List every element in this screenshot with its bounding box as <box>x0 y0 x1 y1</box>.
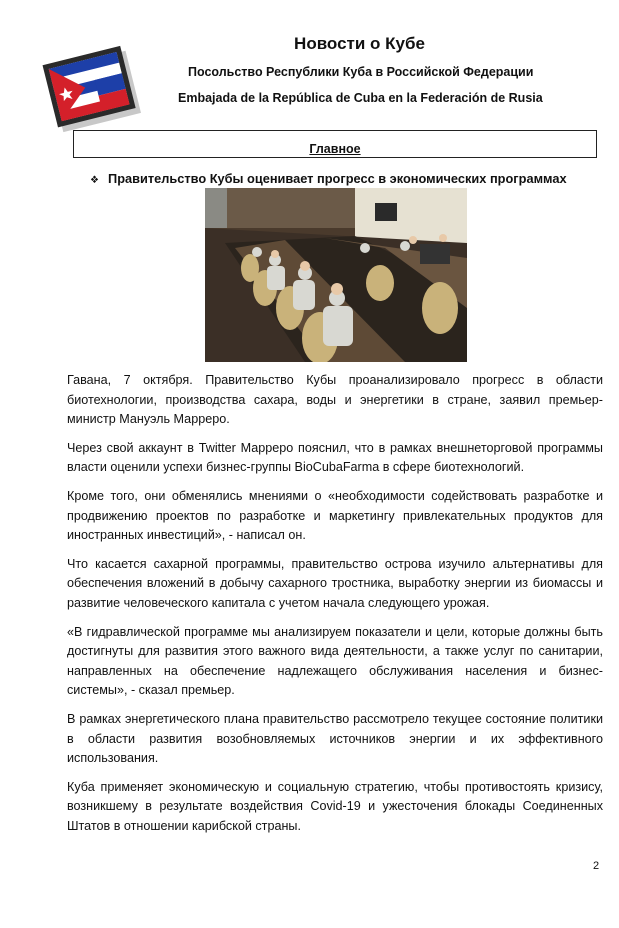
section-header-box <box>73 130 597 158</box>
embassy-name-spanish: Embajada de la República de Cuba en la Federación de Rusia <box>178 91 543 105</box>
article-paragraph: В рамках энергетического плана правительство рассмотрело текущее состояние политики в области развития возобновляемых источников энергии и их эффективного использования. <box>67 711 603 766</box>
article-body <box>67 371 603 845</box>
page-number: 2 <box>593 860 600 872</box>
section-label: Главное <box>309 142 361 156</box>
article-paragraph: «В гидравлической программе мы анализируем показатели и цели, которые должны быть достигнуты для развития этого важного вида деятельности, а также услуг по санитарии, направленных на обеспечение надлежащего обслуживания населения и бизнес-системы», - сказал премьер. <box>67 624 603 698</box>
embassy-name-russian: Посольство Республики Куба в Российской Федерации <box>188 65 534 79</box>
article-paragraph: Кроме того, они обменялись мнениями о «необходимости содействовать разработке и продвижению проектов по разработке и маркетингу привлекательных продуктов для иностранных инвестиций», - написал он. <box>67 488 603 543</box>
article-paragraph: Гавана, 7 октября. Правительство Кубы проанализировало прогресс в области биотехнологии, производства сахара, воды и энергетики в стране, заявил премьер-министр Мануэль Марреро. <box>67 373 603 427</box>
article-paragraph: Через свой аккаунт в Twitter Марреро пояснил, что в рамках внешнеторговой программы власти оценили успехи бизнес-группы BioCubaFarma в сфере биотехнологий. <box>67 440 603 475</box>
bullet-icon: ❖ <box>90 175 99 186</box>
article-headline: Правительство Кубы оценивает прогресс в экономических программах <box>108 171 567 186</box>
article-paragraph: Куба применяет экономическую и социальную стратегию, чтобы противостоять кризису, возникшему в результате воздействия Covid-19 и ужесточения блокады Соединенных Штатов в отношении карибской страны. <box>67 779 603 833</box>
page-title: Новости о Кубе <box>294 34 425 53</box>
cuba-russia-flag-logo <box>42 40 142 140</box>
meeting-photo <box>205 188 467 362</box>
article-paragraph: Что касается сахарной программы, правительство острова изучило альтернативы для обеспечения вложений в добычу сахарного тростника, выработку энергии из биомассы и развитие человеческого капитала с учетом начала следующего урожая. <box>67 556 603 610</box>
